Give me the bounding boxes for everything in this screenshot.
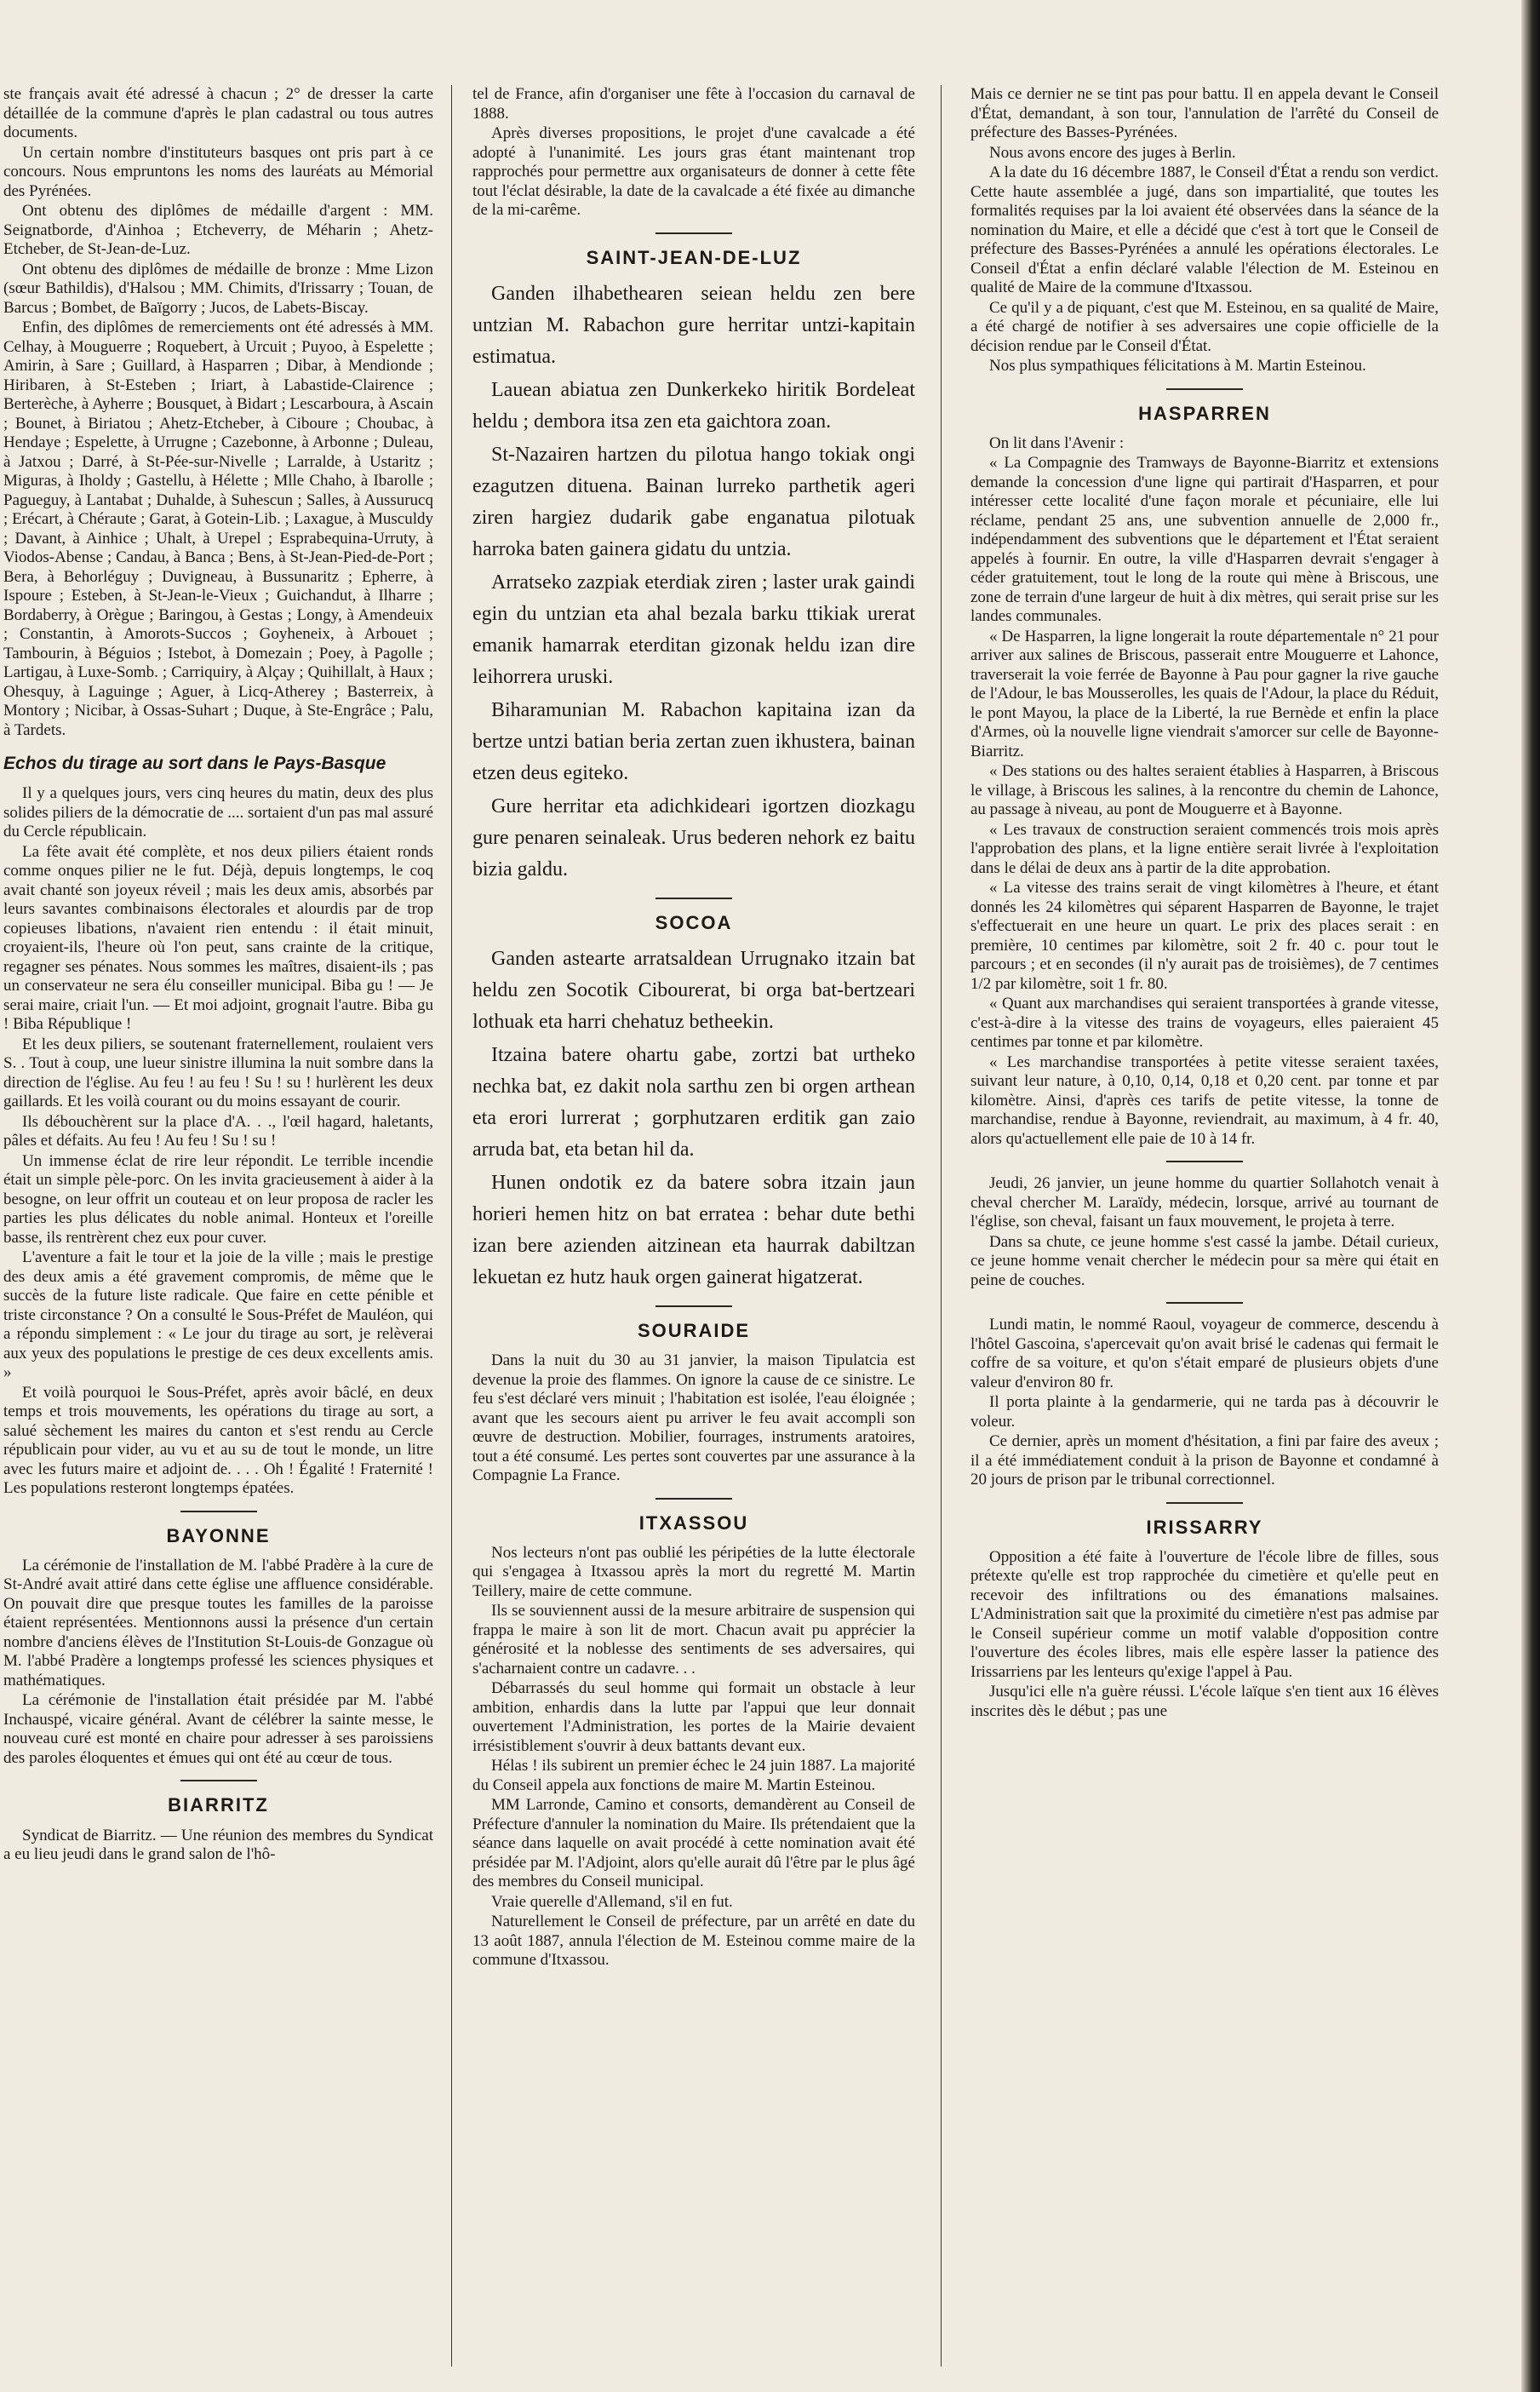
itxassou-article: [472, 1544, 915, 1970]
separator-rule: [1166, 1302, 1243, 1304]
paragraph: MM Larronde, Camino et consorts, demandèrent au Conseil de Préfecture d'annuler la nomination du Maire. Ils prétendaient que la séance dans laquelle on avait procédé à cette nomination avait été présidée par M. l'Adjoint, alors qu'elle aurait dû l'être par le plus âgé des membres du Conseil municipal.: [472, 1796, 915, 1891]
paragraph: Il y a quelques jours, vers cinq heures du matin, deux des plus solides piliers de la démocratie de .... sortaient d'un pas mal assuré du Cercle républicain.: [3, 784, 433, 841]
local-news: [970, 1174, 1439, 1290]
separator-rule: [180, 1780, 257, 1781]
separator-rule: [656, 898, 732, 899]
section-heading-hasparren: HASPARREN: [1138, 402, 1271, 424]
local-news-theft: [970, 1316, 1439, 1490]
paragraph: Ils se souviennent aussi de la mesure arbitraire de suspension qui frappa le maire à son lit de mort. Chacun avait pu apprécier la générosité et la noblesse des sentiments de ses adversaires, qui s'acharnaient contre un cadavre. . .: [472, 1602, 915, 1678]
separator-rule: [1166, 1161, 1243, 1162]
paragraph: La fête avait été complète, et nos deux piliers étaient ronds comme onques pilier ne le fut. Déjà, depuis longtemps, le coq avait chanté son joyeux réveil ; mais les deux amis, absorbés par leurs savantes combinaisons électorales et alourdis par de trop copieuses libations, n'avaient rien entendu : il était minuit, croyaient-ils, l'heure où l'on peut, sans crainte de la critique, regagner ses pénates. Nous sommes les maîtres, disaient-ils ; pas un conservateur ne sera élu conseiller municipal. Biba gu ! — Je serai maire, criait l'un. — Et moi adjoint, grognait l'autre. Biba gu ! Biba République !: [3, 842, 433, 1034]
paragraph: Mais ce dernier ne se tint pas pour battu. Il en appela devant le Conseil d'État, demandant, à son tour, l'annulation de l'arrêté du Conseil de préfecture des Basses-Pyrénées.: [970, 85, 1439, 141]
paragraph: Arratseko zazpiak eterdiak ziren ; laster urak gaindi egin du untzian eta ahal bezala barku ttikiak urerat emanik hamarrak eterditan gizonak heldu izan dire leihorrera uruski.: [472, 571, 915, 688]
column-divider: [451, 85, 452, 2366]
paragraph: Lauean abiatua zen Dunkerkeko hiritik Bordeleat heldu ; dembora itsa zen eta gaichtora zoan.: [472, 378, 915, 433]
paragraph: Jeudi, 26 janvier, un jeune homme du quartier Sollahotch venait à cheval chercher M. Laraïdy, médecin, lorsque, arrivé au tournant de l'église, son cheval, faisant un faux mouvement, le projeta à terre.: [970, 1174, 1439, 1231]
hasparren-article: [970, 434, 1439, 1150]
paragraph: A la date du 16 décembre 1887, le Conseil d'État a rendu son verdict. Cette haute assemblée a jugé, dans son impartialité, que toutes les formalités requises par la loi avaient été observées dans la séance de la nomination du Maire, et elle a décidé que c'est à tort que le Conseil de préfecture des Basses-Pyrénées a annulé les opérations électorales. Le Conseil d'État a enfin déclaré valable l'élection de M. Esteinou en qualité de Maire de la commune d'Itxassou.: [970, 163, 1439, 296]
paragraph: Itzaina batere ohartu gabe, zortzi bat urtheko nechka bat, ez dakit nola sarthu zen bi orgen arthean eta erori lurrerat ; gorphutzaren erditik gan zaio arruda bat, eta betan hil da.: [472, 1043, 915, 1161]
saint-jean-de-luz-article: [472, 278, 915, 886]
section-heading-itxassou: ITXASSOU: [638, 1511, 749, 1534]
paragraph: La cérémonie de l'installation était présidée par M. l'abbé Inchauspé, vicaire général. Avant de célébrer la sainte messe, le nouveau curé est monté en chaire pour adresser à ses paroissiens des paroles éloquentes et émues qui ont été au cœur de tous.: [3, 1691, 433, 1767]
section-heading-echos: Echos du tirage au sort dans le Pays-Basque: [3, 754, 386, 773]
paragraph: ste français avait été adressé à chacun ; 2° de dresser la carte détaillée de la commune d'après le plan cadastral ou tous autres documents.: [3, 85, 433, 141]
paragraph: Nos lecteurs n'ont pas oublié les péripéties de la lutte électorale qui s'engagea à Itxassou après la mort du regretté M. Martin Teillery, maire de cette commune.: [472, 1543, 915, 1600]
column-3: [970, 85, 1439, 2366]
paragraph: tel de France, afin d'organiser une fête à l'occasion du carnaval de 1888.: [472, 85, 915, 123]
paragraph: Opposition a été faite à l'ouverture de l'école libre de filles, sous prétexte qu'elle est trop rapprochée du cimetière et qu'elle peut en recevoir des infiltrations ou des émanations malsaines. L'Administration sait que la proximité du cimetière n'est pas admise par le Conseil supérieur comme un motif valable d'opposition contre l'ouverture des écoles libres, mais elle espère lasser la patience des Irissarriens par les lenteurs qu'exige l'appel à Pau.: [970, 1547, 1439, 1681]
paragraph: Biharamunian M. Rabachon kapitaina izan da bertze untzi batian beria zertan zuen ikhustera, bainan etzen deus egiteko.: [472, 698, 915, 784]
paragraph: « De Hasparren, la ligne longerait la route départementale n° 21 pour arriver aux salines de Briscous, passerait entre Mouguerre et Lahonce, traverserait la voie ferrée de Bayonne à Pau pour gagner la rive gauche de l'Adour, le bas Mousserolles, les quais de l'Adour, la place du Réduit, le pont Mayou, la place de la Liberté, la rue Bernède et enfin la place d'Armes, où la nouvelle ligne viendrait s'amorcer sur celle de Bayonne-Biarritz.: [970, 627, 1439, 760]
paragraph: Et les deux piliers, se soutenant fraternellement, roulaient vers S. . Tout à coup, une lueur sinistre illumina la nuit sombre dans la direction de l'église. Au feu ! au feu ! Su ! su ! hurlèrent les deux gaillards. Et les voilà courant ou du moins essayant de courir.: [3, 1035, 433, 1111]
separator-rule: [1166, 1502, 1243, 1504]
paragraph: Dans la nuit du 30 au 31 janvier, la maison Tipulatcia est devenue la proie des flammes. On ignore la cause de ce sinistre. Le feu s'est déclaré vers minuit ; l'habitation est isolée, l'eau éloignée ; avant que les secours aient pu arriver le feu avait accompli son œuvre de destruction. Mobilier, fourrages, instruments aratoires, tout a été consumé. Les pertes sont couvertes par une assurance à la Compagnie La France.: [472, 1351, 915, 1485]
itxassou-continued: [970, 85, 1439, 376]
paragraph: La cérémonie de l'installation de M. l'abbé Pradère à la cure de St-André avait attiré dans cette église une affluence considérable. On pouvait dire que presque toutes les familles de la paroisse étaient représentées. Mentionnons aussi la présence d'un certain nombre d'anciens élèves de l'Institution St-Louis-de Gonzague où M. l'abbé Pradère a longtemps professé les sciences physiques et mathématiques.: [3, 1556, 433, 1689]
separator-rule: [656, 1498, 732, 1500]
paragraph: Lundi matin, le nommé Raoul, voyageur de commerce, descendu à l'hôtel Gascoina, s'apercevait qu'on avait brisé le cadenas qui fermait le coffre de sa voiture, et qu'on s'était emparé de plusieurs objets d'une valeur d'environ 80 fr.: [970, 1316, 1439, 1391]
section-heading-biarritz: BIARRITZ: [168, 1794, 269, 1816]
paragraph: Il porta plainte à la gendarmerie, qui ne tarda pas à découvrir le voleur.: [970, 1393, 1439, 1431]
separator-rule: [1166, 388, 1243, 390]
section-heading-bayonne: BAYONNE: [166, 1524, 271, 1546]
paragraph: Syndicat de Biarritz. — Une réunion des membres du Syndicat a eu lieu jeudi dans le grand salon de l'hô-: [3, 1826, 433, 1864]
paragraph: Nous avons encore des juges à Berlin.: [989, 143, 1236, 162]
paragraph: « Les marchandise transportées à petite vitesse seraient taxées, suivant leur nature, à 0,10, 0,14, 0,18 et 0,20 cent. par tonne et par kilomètre. Ainsi, d'après ces tarifs de petite vitesse, la tonne de marchandise, rendue à Bayonne, reviendrait, au maximum, à 4 fr. 40, alors qu'actuellement elle paie de 10 à 14 fr.: [970, 1053, 1439, 1148]
separator-rule: [180, 1511, 257, 1512]
irissarry-article: [970, 1548, 1439, 1722]
paragraph: Ont obtenu des diplômes de médaille d'argent : MM. Seignatborde, d'Ainhoa ; Etcheverry, de Méharin ; Ahetz-Etcheber, de St-Jean-de-Luz.: [3, 202, 433, 258]
paragraph: « Les travaux de construction seraient commencés trois mois après l'approbation des plans, et la ligne entière serait livrée à l'exploitation dans le délai de deux ans à partir de la dite approbation.: [970, 820, 1439, 877]
echos-article: [3, 784, 433, 1499]
column-2: [472, 85, 915, 2366]
paragraph: Ils débouchèrent sur la place d'A. . ., l'œil hagard, haletants, pâles et défaits. Au feu ! Au feu ! Su ! su !: [3, 1112, 433, 1150]
bayonne-article: [3, 1557, 433, 1769]
paragraph: Et voilà pourquoi le Sous-Préfet, après avoir bâclé, en deux temps et trois mouvements, les opérations du tirage au sort, a salué sèchement les maires du canton et s'est rendu au Cercle républicain pour vider, au vu et au su de tout le monde, un litre avec les futurs maire et adjoint de. . . . Oh ! Égalité ! Fraternité ! Les populations resteront longtemps épatées.: [3, 1383, 433, 1498]
paragraph: « La Compagnie des Tramways de Bayonne-Biarritz et extensions demande la concession d'une ligne qui partirait d'Hasparren, et pour intéresser cette localité d'une façon morale et pécuniaire, elle lui réclame, pendant 25 ans, une subvention annuelle de 2,000 fr., indépendamment des subventions que le département et l'État seraient appelés à fournir. En outre, la ville d'Hasparren devrait s'engager à céder gratuitement, tout le long de la route qui mène à Briscous, une zone de terrain d'une largeur de huit à dix mètres, qui serait prise sur les landes communales.: [970, 454, 1439, 626]
paragraph: « Quant aux marchandises qui seraient transportées à grande vitesse, c'est-à-dire à la vitesse des trains de voyageurs, elles paieraient 45 centimes par tonne et par kilomètre.: [970, 995, 1439, 1052]
paragraph: Débarrassés du seul homme qui formait un obstacle à leur ambition, enhardis dans la lutte par l'appui que leur donnait ouvertement l'Administration, les portes de la Mairie devaient irrésistiblement s'ouvrir à deux battants devant eux.: [472, 1679, 915, 1755]
contest-results: [3, 85, 433, 740]
paragraph: « La vitesse des trains serait de vingt kilomètres à l'heure, et étant donnés les 24 kilomètres qui séparent Hasparren de Bayonne, le trajet s'effectuerait en une heure un quart. Le prix des places serait : en première, 10 centimes par kilomètre, soit 2 fr. 40 c. pour tout le parcours ; et en secondes (il n'y aurait pas de troisièmes), de 7 centimes 1/2 par kilomètre, soit 1 fr. 80.: [970, 879, 1439, 993]
section-heading-souraide: SOURAIDE: [637, 1319, 751, 1341]
paragraph: Vraie querelle d'Allemand, s'il en fut.: [491, 1892, 733, 1911]
paragraph: Hélas ! ils subirent un premier échec le 24 juin 1887. La majorité du Conseil appela aux fonctions de maire M. Martin Esteinou.: [472, 1757, 915, 1794]
column-1: [0, 85, 433, 2366]
paragraph: Ganden ilhabethearen seiean heldu zen bere untzian M. Rabachon gure herritar untzi-kapitain estimatua.: [472, 282, 915, 368]
paragraph: Ganden astearte arratsaldean Urrugnako itzain bat heldu zen Socotik Cibourerat, bi orga bat-bertzeari lothuak eta harri chehatuz betheekin.: [472, 947, 915, 1033]
paragraph: Un immense éclat de rire leur répondit. Le terrible incendie était un simple pèle-porc. On les invita gracieusement à aider à la besogne, on leur offrit un couteau et on leur proposa de racler les parties les plus délicates du noble animal. Honteux et l'oreille basse, ils rentrèrent chez eux pour cuver.: [3, 1151, 433, 1247]
paragraph: Nos plus sympathiques félicitations à M. Martin Esteinou.: [989, 357, 1366, 375]
separator-rule: [656, 1305, 732, 1307]
paragraph: Hunen ondotik ez da batere sobra itzain jaun horieri hemen hitz on bat erratea : behar dute bethi izan bere azienden aitzinean eta haurrak dabiltzan lekuetan ez hutz hauk orgen gainerat higatzerat.: [472, 1171, 915, 1288]
paragraph: St-Nazairen hartzen du pilotua hango tokiak ongi ezagutzen dituena. Bainan lurreko parthetik ageri ziren hargiez dudarik gabe enganatua pilotuak harroka baten gainera gidatu du untzia.: [472, 443, 915, 560]
paragraph: On lit dans l'Avenir :: [989, 433, 1125, 452]
paragraph: Jusqu'ici elle n'a guère réussi. L'école laïque s'en tient aux 16 élèves inscrites dès le début ; pas une: [970, 1683, 1439, 1720]
paragraph: Naturellement le Conseil de préfecture, par un arrêté en date du 13 août 1887, annula l'élection de M. Esteinou comme maire de la commune d'Itxassou.: [472, 1913, 915, 1970]
paragraph: Dans sa chute, ce jeune homme s'est cassé la jambe. Détail curieux, ce jeune homme venait chercher le médecin pour sa mère qui était en peine de couches.: [970, 1232, 1439, 1289]
paragraph: Après diverses propositions, le projet d'une cavalcade a été adopté à l'unanimité. Les jours gras étant maintenant trop rapprochés pour permettre aux organisateurs de donner à cette fête tout l'éclat désirable, la date de la cavalcade a été fixée au dimanche de la mi-carême.: [472, 124, 915, 219]
socoa-article: [472, 944, 915, 1294]
paragraph: Enfin, des diplômes de remerciements ont été adressés à MM. Celhay, à Mouguerre ; Roquebert, à Urcuit ; Puyoo, à Espelette ; Amirin, à Sare ; Guillard, à Hasparren ; Dibar, à Mendionde ; Hiribaren, à St-Esteben ; Iriart, à Labastide-Clairence ; Berterèche, à Ayherre ; Bousquet, à Bidart ; Lescarboura, à Ascain ; Bounet, à Biriatou ; Ahetz-Etcheber, à Ciboure ; Choubac, à Hendaye ; Espelette, à Urrugne ; Cazebonne, à Arbonne ; Duleau, à Jatxou ; Darré, à St-Pée-sur-Nivelle ; Larralde, à Ustaritz ; Miguras, à Iholdy ; Gastellu, à Hélette ; Mlle Chaho, à Ibarolle ; Pagueguy, à Lantabat ; Duhalde, à Suhescun ; Salles, à Aussurucq ; Erécart, à Chéraute ; Garat, à Gotein-Lib. ; Laxague, à Musculdy ; Davant, à Ainhice ; Uhalt, à Urepel ; Esprabequina-Urruty, à Viodos-Abense ; Candau, à Banca ; Bens, à St-Jean-Pied-de-Port ; Bera, à Behorléguy ; Duvigneau, à Bussunaritz ; Epherre, à Ispoure ; Esteben, à St-Jean-le-Vieux ; Guichandut, à Ilharre ; Bordaberry, à Orègue ; Baringou, à Gestas ; Longy, à Amendeuix ; Constantin, à Amorots-Succos ; Goyheneix, à Arbouet ; Tambourin, à Béguios ; Istebot, à Domezain ; Poey, à Pagolle ; Lartigau, à Luxe-Somb. ; Carriquiry, à Alçay ; Quihillalt, à Haux ; Ohesquy, à Laguinge ; Aguer, à Licq-Atherey ; Basterreix, à Montory ; Nicibar, à Ossas-Suhart ; Duque, à Ste-Engrâce ; Palu, à Tardets.: [3, 318, 433, 739]
paragraph: Un certain nombre d'instituteurs basques ont pris part à ce concours. Nous empruntons les noms des lauréats au Mémorial des Pyrénées.: [3, 143, 433, 200]
section-heading-saint-jean-de-luz: SAINT-JEAN-DE-LUZ: [586, 246, 802, 268]
paragraph: L'aventure a fait le tour et la joie de la ville ; mais le prestige des deux amis a été gravement compromis, de même que le succès de la future liste radicale. Que faire en cette pénible et triste circonstance ? On a consulté le Sous-Préfet de Mauléon, qui a répondu simplement : « Le jour du tirage au sort, je relèverai aux yeux des populations le prestige de ces deux excellents amis. »: [3, 1248, 433, 1382]
paragraph: Gure herritar eta adichkideari igortzen diozkagu gure penaren seinaleak. Urus bederen nehork ez baitu bizia galdu.: [472, 794, 915, 881]
paragraph: Ce dernier, après un moment d'hésitation, a fini par faire des aveux ; il a été immédiatement conduit à la prison de Bayonne et condamné à 20 jours de prison par le tribunal correctionnel.: [970, 1432, 1439, 1489]
paragraph: « Des stations ou des haltes seraient établies à Hasparren, à Briscous le village, à Briscous les salines, à la rencontre du chemin de Lahonce, au passage à niveau, au pont de Mouguerre et à Bayonne.: [970, 762, 1439, 819]
column-divider: [941, 85, 942, 2366]
separator-rule: [656, 232, 732, 234]
page-binding-edge: [1521, 0, 1540, 2392]
section-heading-irissarry: IRISSARRY: [1146, 1516, 1263, 1538]
section-heading-socoa: SOCOA: [655, 911, 733, 933]
paragraph: Ce qu'il y a de piquant, c'est que M. Esteinou, en sa qualité de Maire, a été chargé de notifier à ses adversaires une copie officielle de la décision rendue par le Conseil d'État.: [970, 298, 1439, 355]
paragraph: Ont obtenu des diplômes de médaille de bronze : Mme Lizon (sœur Bathildis), d'Halsou ; MM. Chimits, d'Irissarry ; Touan, de Barcus ; Bombet, de Baïgorry ; Jucos, de Labets-Biscay.: [3, 260, 433, 317]
